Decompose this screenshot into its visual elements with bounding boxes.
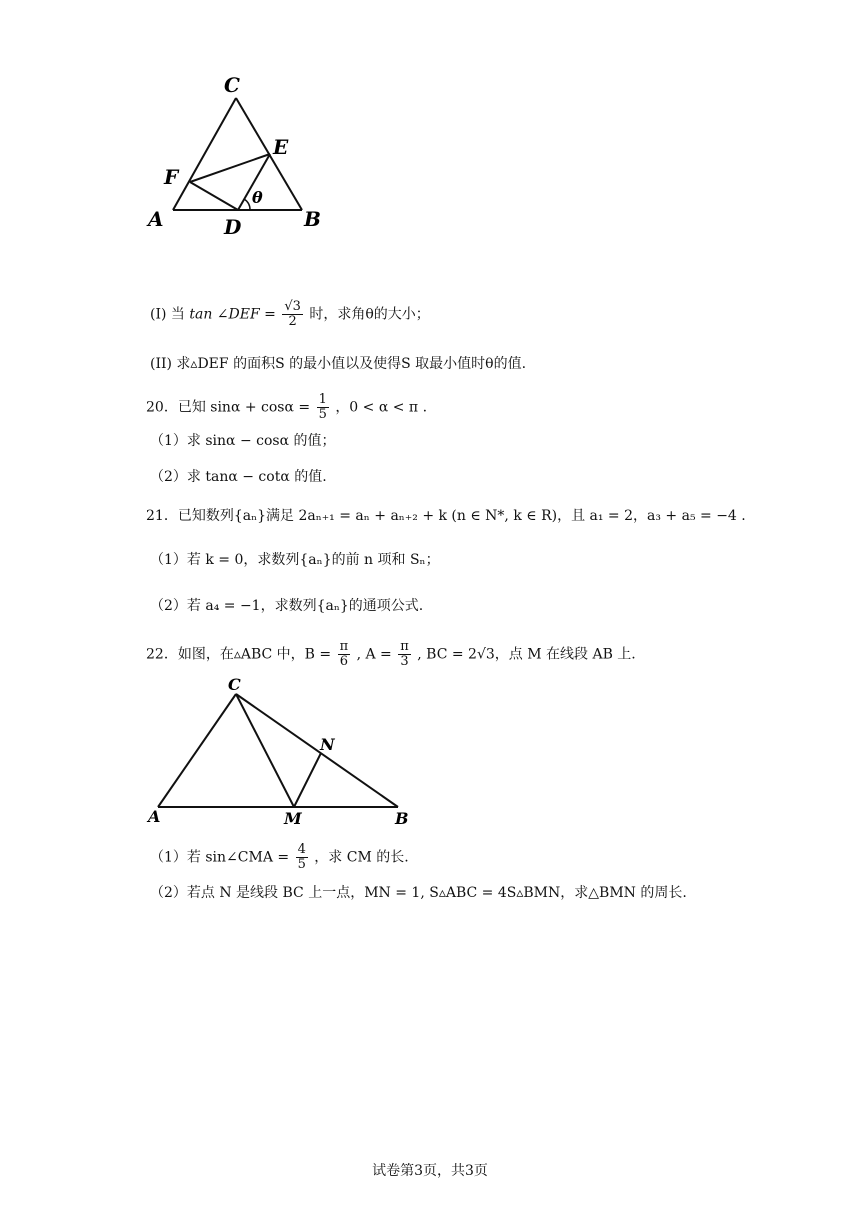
q19-fraction-den: 2: [288, 314, 297, 329]
q19-part1-expr: tan ∠DEF =: [189, 306, 276, 323]
q22-fraction-p1-num: 4: [297, 842, 306, 857]
q22-part1-prefix: （1）若 sin∠CMA =: [150, 849, 290, 866]
figure-triangle-def: [140, 70, 340, 245]
q20-fraction: [317, 393, 329, 422]
q22-stem-prefix: 22．如图，在▵ABC 中，B =: [146, 646, 332, 663]
q19-fraction-num: √3: [284, 299, 301, 314]
q20-part2: （2）求 tanα − cotα 的值.: [150, 469, 327, 485]
q21-part1: （1）若 k = 0，求数列{aₙ}的前 n 项和 Sₙ；: [150, 552, 440, 568]
page-footer: 试卷第3页，共3页: [372, 1163, 488, 1179]
q22-fraction-b-den: 6: [339, 654, 348, 669]
q20-stem-prefix: 20．已知 sinα + cosα =: [146, 399, 311, 416]
label-b: B: [395, 809, 409, 828]
q19-part1: [150, 300, 430, 329]
label-c: C: [228, 675, 241, 694]
angle-theta-arc: [244, 199, 250, 210]
label-e: E: [273, 135, 289, 159]
segment-cm: [236, 694, 294, 807]
q22-fraction-a: [398, 640, 411, 669]
q20-fraction-num: 1: [318, 392, 327, 407]
label-a: A: [148, 807, 161, 826]
label-m: M: [284, 809, 302, 828]
q22-stem-suffix: , BC = 2√3，点 M 在线段 AB 上.: [417, 646, 636, 663]
q22-stem: [146, 640, 636, 669]
q19-part1-prefix: (I) 当: [150, 306, 185, 323]
figure-triangle-abc-mn: [140, 672, 430, 832]
q20-part1: （1）求 sinα − cosα 的值；: [150, 433, 336, 449]
q21-part2: （2）若 a₄ = −1，求数列{aₙ}的通项公式.: [150, 598, 424, 614]
q20-stem: [146, 393, 427, 422]
q19-part1-suffix: 时，求角θ的大小；: [309, 306, 430, 323]
q19-fraction: [282, 300, 303, 329]
q22-fraction-b: [338, 640, 351, 669]
segment-fd: [190, 182, 238, 210]
label-c: C: [224, 73, 240, 97]
q20-fraction-den: 5: [318, 407, 327, 422]
q22-fraction-a-num: π: [400, 639, 409, 654]
label-b: B: [304, 207, 321, 231]
label-d: D: [224, 215, 242, 239]
label-a: A: [148, 207, 164, 231]
segment-mn: [294, 753, 321, 807]
q19-part2: (II) 求▵DEF 的面积S 的最小值以及使得S 取最小值时θ的值.: [150, 356, 527, 372]
q22-stem-mid: , A =: [356, 646, 392, 663]
q20-stem-suffix: ，0 < α < π .: [335, 399, 428, 416]
label-theta: θ: [252, 188, 263, 207]
label-n: N: [320, 735, 335, 754]
q22-fraction-p1-den: 5: [297, 857, 306, 872]
q22-part1: [150, 843, 409, 872]
q22-fraction-a-den: 3: [400, 654, 409, 669]
q22-part1-suffix: ，求 CM 的长.: [314, 849, 409, 866]
side-cb: [236, 694, 398, 807]
label-f: F: [164, 165, 179, 189]
q22-fraction-p1: [296, 843, 308, 872]
q22-fraction-b-num: π: [339, 639, 349, 654]
q22-part2: （2）若点 N 是线段 BC 上一点，MN = 1, S▵ABC = 4S▵BMN，求△BMN 的周长.: [150, 885, 687, 901]
q21-stem: 21．已知数列{aₙ}满足 2aₙ₊₁ = aₙ + aₙ₊₂ + k (n ∈ N*, k ∈ R)，且 a₁ = 2，a₃ + a₅ = −4 .: [146, 508, 746, 524]
side-ac: [158, 694, 236, 807]
side-ac: [173, 98, 236, 210]
